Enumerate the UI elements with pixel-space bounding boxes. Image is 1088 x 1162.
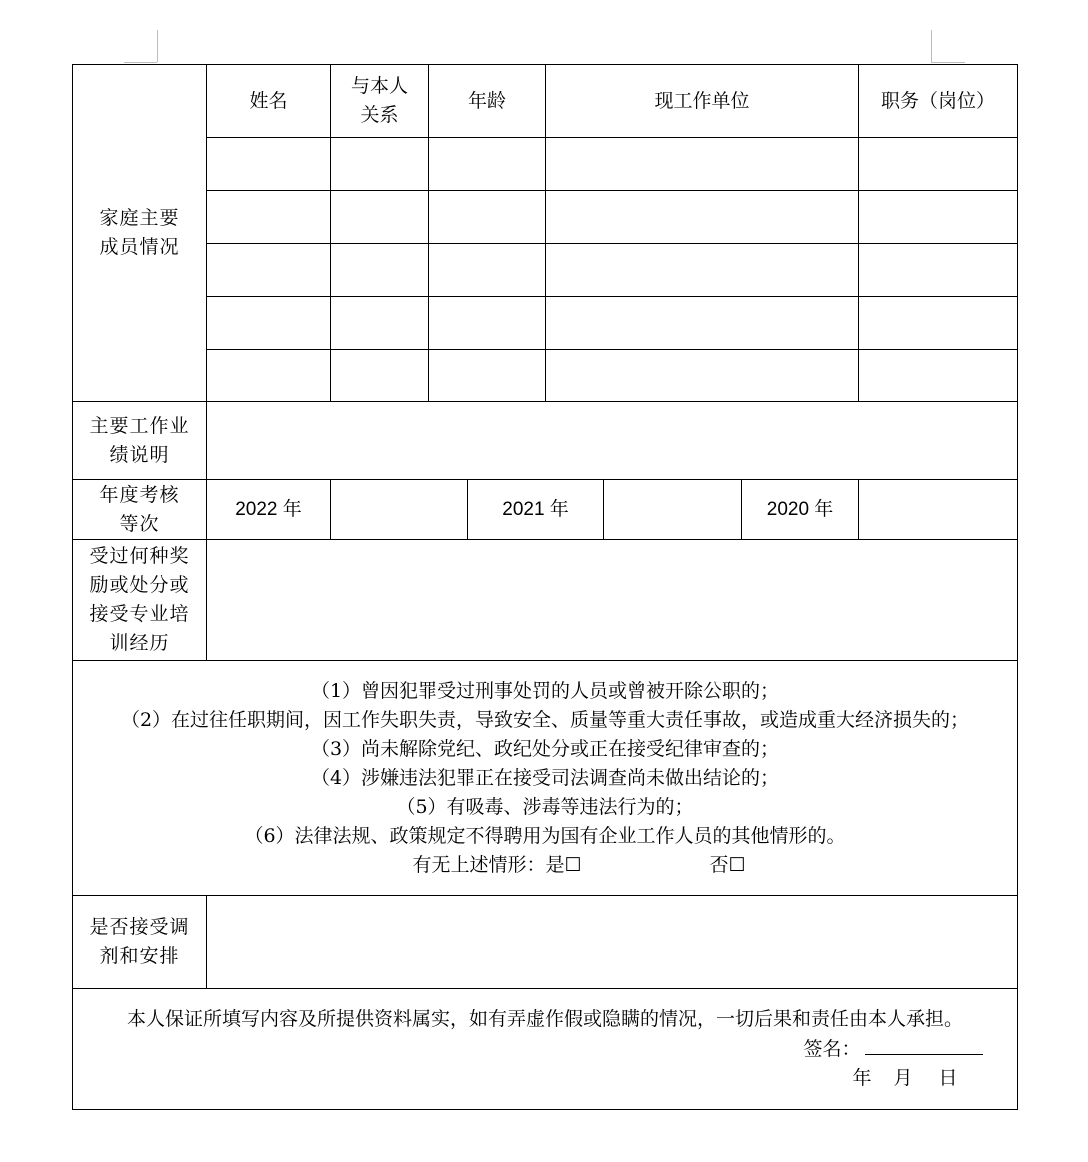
table-row <box>73 297 1018 350</box>
condition-item-4: （4）涉嫌违法犯罪正在接受司法调查尚未做出结论的； <box>310 766 780 789</box>
signature-row <box>769 1035 1017 1064</box>
family-position-cell[interactable] <box>859 350 1018 402</box>
condition-item-2: （2）在过往任职期间，因工作失职失责，导致安全、质量等重大责任事故，或造成重大经济损失的； <box>120 708 970 731</box>
crop-mark-right-horizontal <box>931 62 965 63</box>
family-work-unit-cell[interactable] <box>546 138 859 191</box>
header-name: 姓名 <box>207 65 331 138</box>
family-position-cell[interactable] <box>859 297 1018 350</box>
family-position-cell[interactable] <box>859 191 1018 244</box>
family-name-cell[interactable] <box>207 297 331 350</box>
family-position-cell[interactable] <box>859 138 1018 191</box>
family-name-cell[interactable] <box>207 350 331 402</box>
appraisal-year-2022: 2022 年 <box>207 480 331 540</box>
condition-item-5: （5）有吸毒、涉毒等违法行为的； <box>396 795 694 818</box>
table-row <box>73 191 1018 244</box>
header-age: 年龄 <box>429 65 546 138</box>
family-age-cell[interactable] <box>429 191 546 244</box>
rewards-field[interactable] <box>207 540 1018 661</box>
condition-yes-checkbox[interactable]: 有无上述情形：是☐ <box>412 853 582 876</box>
family-work-unit-cell[interactable] <box>546 350 859 402</box>
table-row <box>73 138 1018 191</box>
application-form-table <box>72 64 1018 1110</box>
condition-item-6: （6）法律法规、政策规定不得聘用为国有企业工作人员的其他情形的。 <box>244 824 846 847</box>
pledge-text: 本人保证所填写内容及所提供资料属实，如有弄虚作假或隐瞒的情况，一切后果和责任由本人承担。 <box>127 1008 964 1030</box>
condition-item-1: （1）曾因犯罪受过刑事处罚的人员或曾被开除公职的； <box>310 679 780 702</box>
family-relationship-cell[interactable] <box>331 244 429 297</box>
disqualifying-conditions <box>73 661 1018 896</box>
adjust-label: 是否接受调 剂和安排 <box>73 896 207 989</box>
performance-label: 主要工作业 绩说明 <box>73 402 207 480</box>
condition-choice <box>73 851 1017 880</box>
header-relationship: 与本人 关系 <box>331 65 429 138</box>
date-day-label: 日 <box>938 1067 958 1089</box>
family-relationship-cell[interactable] <box>331 138 429 191</box>
appraisal-label: 年度考核 等次 <box>73 480 207 540</box>
family-age-cell[interactable] <box>429 350 546 402</box>
family-age-cell[interactable] <box>429 138 546 191</box>
family-name-cell[interactable] <box>207 138 331 191</box>
family-section-label: 家庭主要 成员情况 <box>73 65 207 402</box>
crop-mark-right-vertical <box>931 30 932 62</box>
family-position-cell[interactable] <box>859 244 1018 297</box>
appraisal-grade-2022[interactable] <box>331 480 468 540</box>
date-month-label: 月 <box>893 1067 913 1089</box>
date-row <box>793 1064 1017 1093</box>
family-age-cell[interactable] <box>429 297 546 350</box>
table-row <box>73 350 1018 402</box>
signature-label: 签名： <box>803 1038 861 1060</box>
rewards-label: 受过何种奖 励或处分或 接受专业培 训经历 <box>73 540 207 661</box>
pledge-section <box>73 989 1018 1110</box>
family-name-cell[interactable] <box>207 244 331 297</box>
header-work-unit: 现工作单位 <box>546 65 859 138</box>
family-relationship-cell[interactable] <box>331 350 429 402</box>
condition-item-3: （3）尚未解除党纪、政纪处分或正在接受纪律审查的； <box>310 737 780 760</box>
crop-mark-left-horizontal <box>124 62 157 63</box>
table-row <box>73 244 1018 297</box>
appraisal-grade-2020[interactable] <box>859 480 1018 540</box>
family-age-cell[interactable] <box>429 244 546 297</box>
family-name-cell[interactable] <box>207 191 331 244</box>
header-position: 职务（岗位） <box>859 65 1018 138</box>
family-relationship-cell[interactable] <box>331 191 429 244</box>
signature-line[interactable] <box>865 1036 983 1055</box>
appraisal-year-2021: 2021 年 <box>468 480 604 540</box>
performance-field[interactable] <box>207 402 1018 480</box>
family-work-unit-cell[interactable] <box>546 191 859 244</box>
crop-mark-left-vertical <box>157 30 158 62</box>
condition-no-checkbox[interactable]: 否☐ <box>709 853 746 876</box>
family-work-unit-cell[interactable] <box>546 244 859 297</box>
adjust-field[interactable] <box>207 896 1018 989</box>
date-year-label: 年 <box>852 1067 872 1089</box>
family-relationship-cell[interactable] <box>331 297 429 350</box>
family-work-unit-cell[interactable] <box>546 297 859 350</box>
appraisal-grade-2021[interactable] <box>604 480 742 540</box>
appraisal-year-2020: 2020 年 <box>742 480 859 540</box>
